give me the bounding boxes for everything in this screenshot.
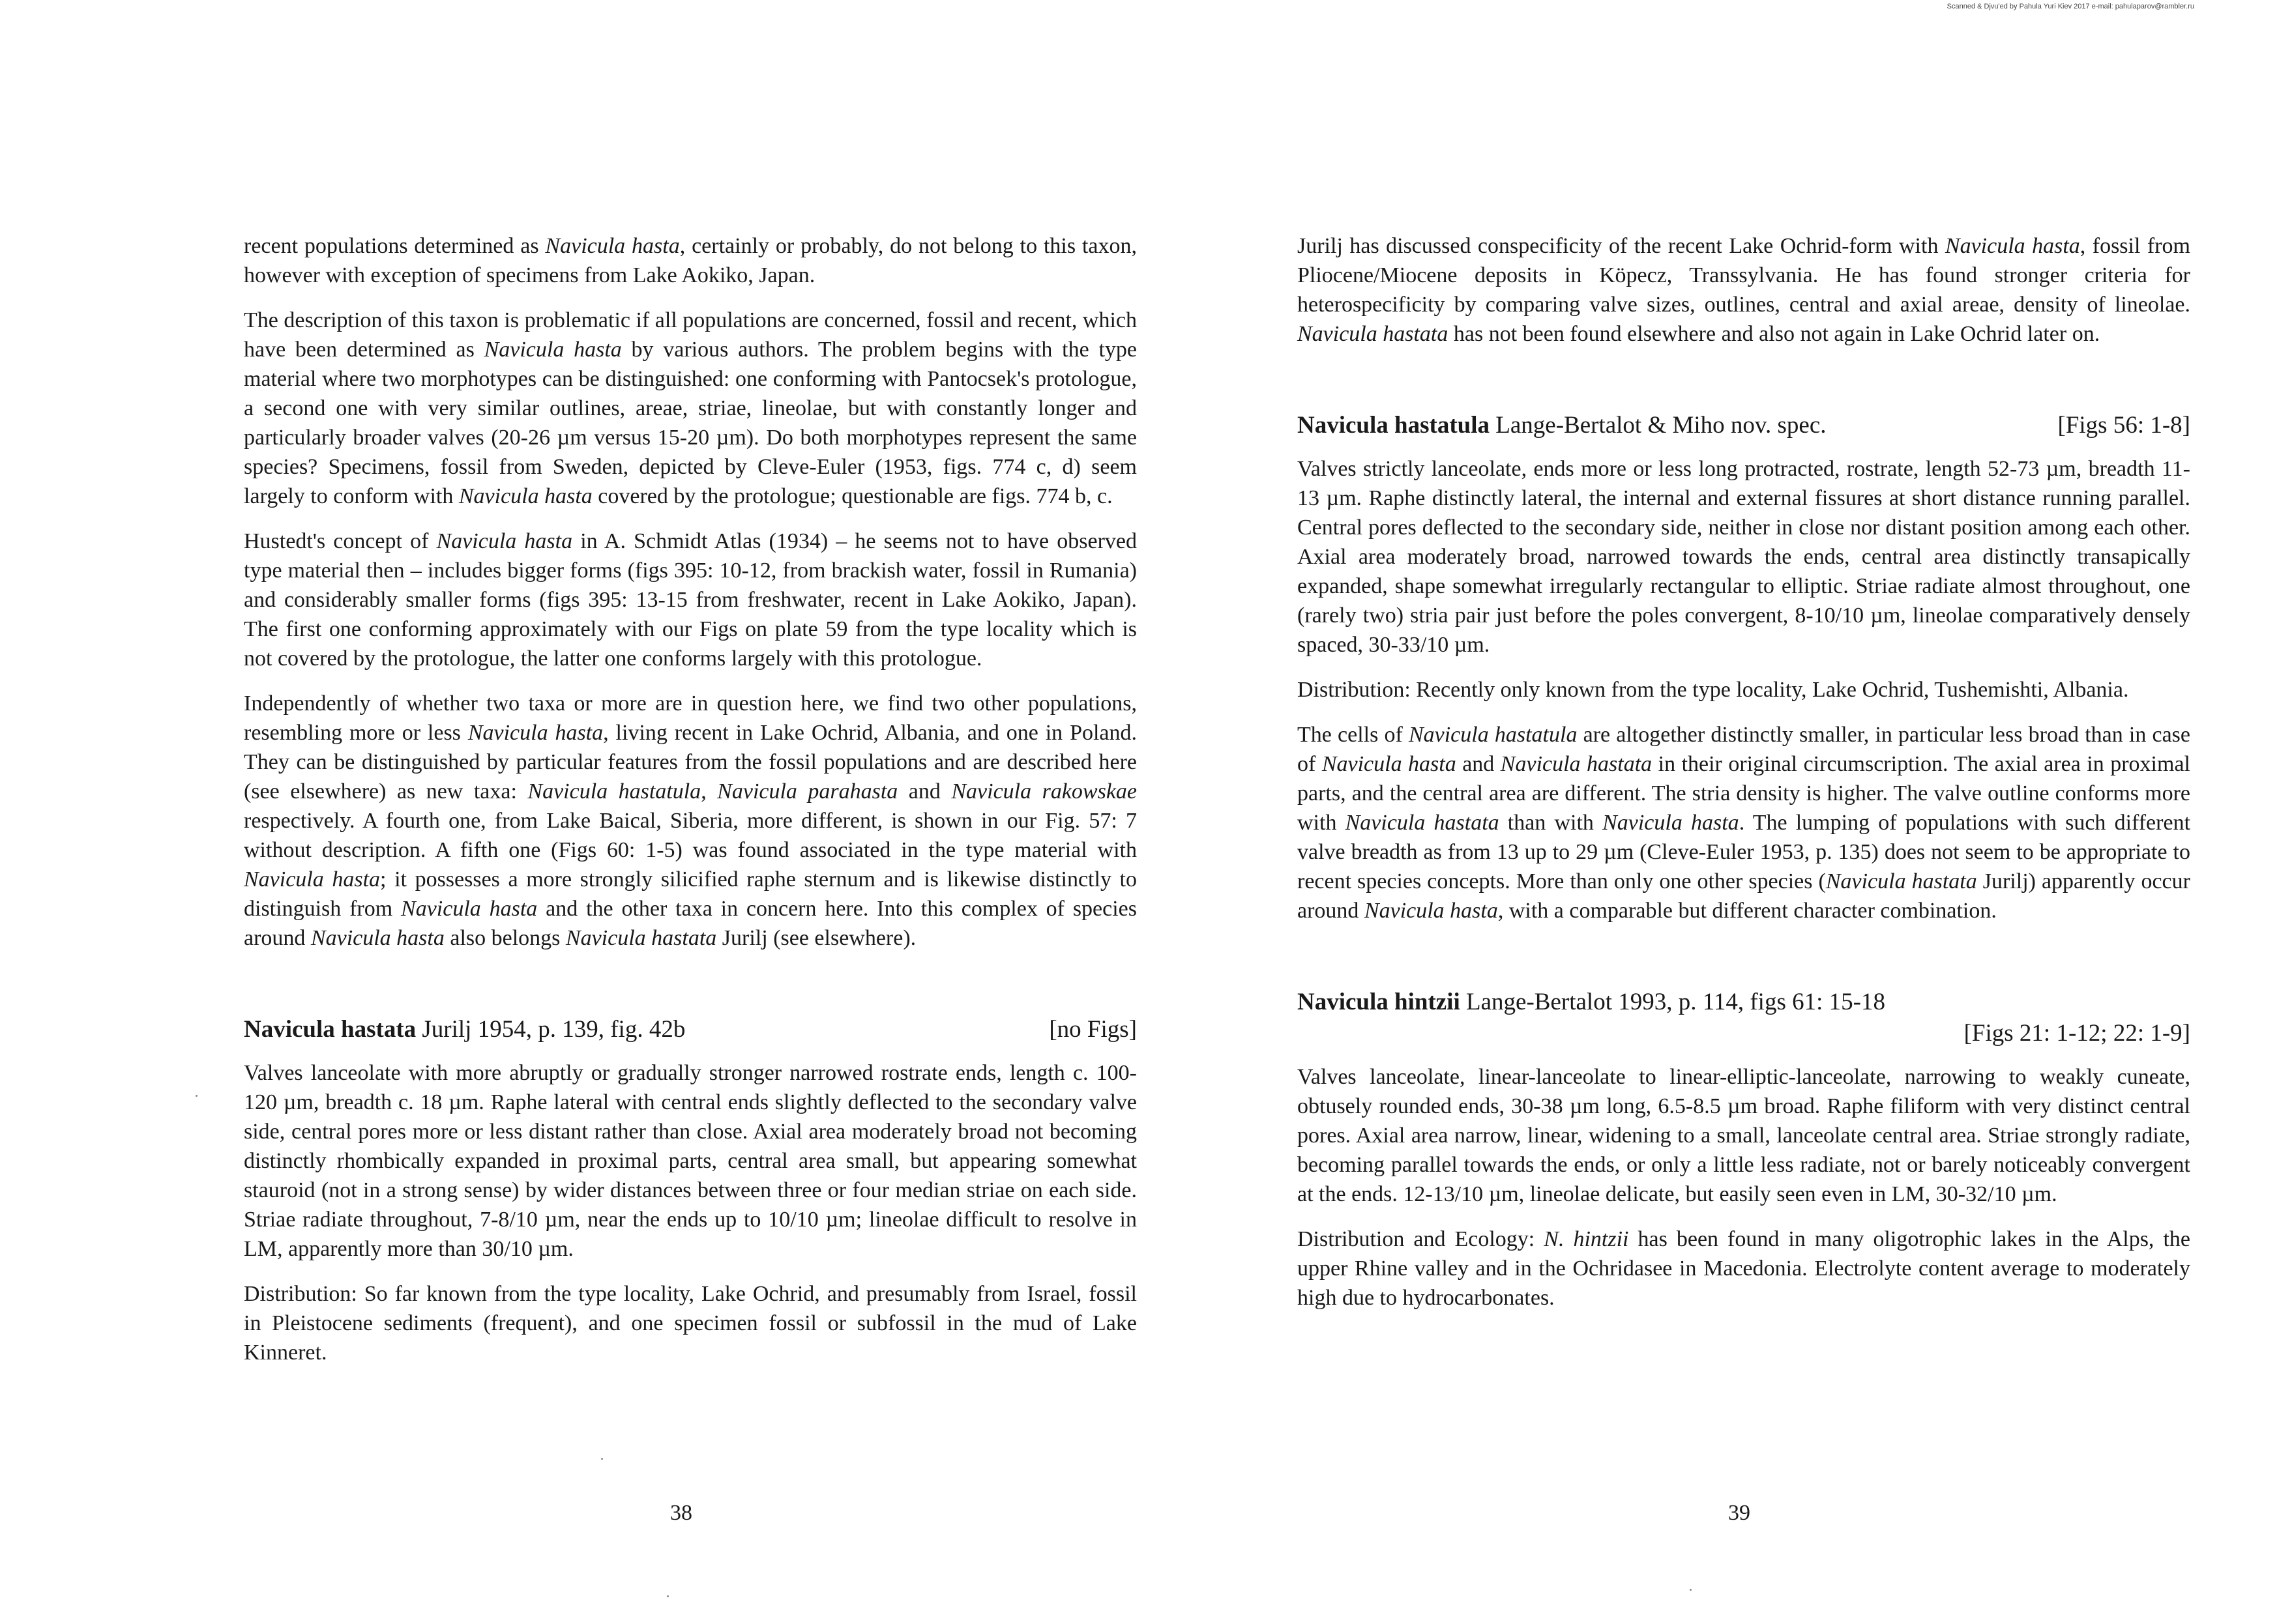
taxon-name-italic: Navicula hasta [401,897,538,921]
page-number-left: 38 [670,1501,692,1525]
text-run: ; it possesses a more strongly silicified raphe sternum and is likewise distinctly to distinguish from [244,867,1137,921]
entry-heading-navicula-hintzii [1297,987,2190,1018]
figure-reference: [Figs 21: 1-12; 22: 1-9] [1963,1020,2190,1047]
page-number-right: 39 [1728,1501,1750,1525]
text-run: , certainly or probably, do not belong to this taxon, however with exception of specimens from Lake Aokiko, Japan. [244,234,1137,287]
taxon-name-italic: Navicula hasta [244,867,381,892]
text-run: has not been found elsewhere and also not again in Lake Ochrid later on. [1448,322,2100,346]
text-run: , fossil from Pliocene/Miocene deposits in Köpecz, Transsylvania. He has found stronger criteria for heterospecificity by comparing valve sizes, outlines, central and axial areae, density of lineolae. [1297,234,2190,317]
paragraph: Distribution: Recently only known from the type locality, Lake Ochrid, Tushemishti, Albania. [1297,678,2129,702]
taxon-name-italic: Navicula hastata [1297,322,1448,346]
taxon-name-italic: Navicula hasta [1945,234,2080,258]
scan-speck [196,1095,198,1097]
taxon-name-italic: Navicula hasta [1321,752,1456,776]
paragraph [244,231,1137,290]
right-page [1297,231,2190,1328]
paragraph [244,689,1137,953]
paragraph [1297,720,2190,925]
text-run: in A. Schmidt Atlas (1934) – he seems not to have observed type material then – includes bigger forms (figs 395: 10-12, from brackish water, fossil in Rumania) and considerably smaller forms (figs 395: 13-15 from freshwater, recent in Lake Aokiko, Japan). The first one conforming approximately with our Figs on plate 59 from the type locality which is not covered by the protologue, the latter one conforms largely with this protologue. [244,529,1138,671]
taxon-name-italic: Navicula hastatula [1408,723,1578,747]
text-run: Jurilj (see elsewhere). [716,926,917,950]
paragraph-lead: Distribution and Ecology: [1297,1227,1544,1251]
text-run: also belongs [444,926,566,950]
text-run: , [701,779,718,804]
taxon-name: Navicula hintzii [1297,989,1460,1015]
text-run: The cells of [1297,723,1409,747]
text-run: , living recent in Lake Ochrid, Albania, and one in Poland. They can be distinguished by particular features from the fossil populations and are described here (see elsewhere) as new taxa: [244,721,1138,804]
taxon-name: Navicula hastata [244,1016,417,1043]
text-run: in their original circumscription. The axial area in proximal parts, and the central area are different. The stria density is higher. The valve outline conforms more with [1297,752,2190,835]
text-run: and [898,779,952,804]
text-run: and the other taxa in concern here. Into this complex of species around [244,897,1138,950]
paragraph-body: has been found in many oligotrophic lakes in the Alps, the upper Rhine valley and in the Ochridasee in Macedonia. Electrolyte content average to moderately high due to hydrocarbonates. [1297,1227,2190,1310]
scan-speck [601,1458,603,1460]
scan-speck [1690,1589,1692,1591]
paragraph: Valves lanceolate with more abruptly or gradually stronger narrowed rostrate ends, length c. 100-120 µm, breadth c. 18 µm. Raphe lateral with central ends slightly deflected to the secondary valve side, central pores more or less distant rather than close. Axial area moderately broad not becoming distinctly rhombically expanded in proximal parts, central area small, but appearing somewhat stauroid (not in a strong sense) by wider distances between three or four median striae on each side. Striae radiate throughout, 7-8/10 µm, near the ends up to 10/10 µm; lineolae difficult to resolve in LM, apparently more than 30/10 µm. [244,1061,1137,1261]
taxon-name-italic: Navicula hasta [545,234,680,258]
text-run: recent populations determined as [244,234,546,258]
taxon-authority: Lange-Bertalot & Miho nov. spec. [1490,412,1827,439]
entry-heading-navicula-hastata [244,1014,1137,1045]
taxon-name-italic: Navicula hasta [458,484,593,508]
taxon-name-italic: Navicula rakowskae [951,779,1137,804]
taxon-authority: Lange-Bertalot 1993, p. 114, figs 61: 15-18 [1460,989,1885,1015]
taxon-authority: Jurilj 1954, p. 139, fig. 42b [416,1016,686,1043]
text-run: and [1456,752,1501,776]
text-run: Jurilj) apparently occur around [1297,869,2190,923]
text-run: , with a comparable but different character combination. [1497,899,1997,923]
text-run: . The lumping of populations with such different valve breadth as from 13 up to 29 µm (Cleve-Euler 1953, p. 135) does not seem to be appropriate to recent species concepts. More than only one other species ( [1297,811,2191,893]
scan-credit-note: Scanned & Djvu'ed by Pahula Yuri Kiev 2017 e-mail: pahulaparov@rambler.ru [1947,3,2194,10]
paragraph: Valves strictly lanceolate, ends more or less long protracted, rostrate, length 52-73 µm, breadth 11-13 µm. Raphe distinctly lateral, the internal and external fissures at short distance running parallel. Central pores deflected to the secondary side, neither in close nor distant position among each other. Axial area moderately broad, narrowed towards the ends, central area distinctly transapically expanded, shape somewhat irregularly rectangular to elliptic. Striae radiate almost throughout, one (rarely two) stria pair just before the poles convergent, 8-10/10 µm, lineolae comparatively densely spaced, 30-33/10 µm. [1297,457,2190,657]
paragraph [1297,231,2190,349]
text-run: Jurilj has discussed conspecificity of the recent Lake Ochrid-form with [1297,234,1945,258]
text-run: The description of this taxon is problematic if all populations are concerned, fossil and recent, which have been determined as [244,308,1137,362]
text-run: covered by the protologue; questionable are figs. 774 b, c. [592,484,1113,508]
paragraph [1297,1225,2190,1312]
paragraph [244,527,1137,673]
text-run: respectively. A fourth one, from Lake Baical, Siberia, more different, is shown in our Fig. 57: 7 without description. A fifth one (Figs 60: 1-5) was found associated in the type material with [244,809,1137,862]
taxon-abbrev: N. hintzii [1544,1227,1629,1251]
paragraph [244,306,1137,511]
left-page [244,231,1137,1383]
taxon-name-italic: Navicula hasta [1602,811,1739,835]
scan-speck [667,1595,669,1597]
text-run: are altogether distinctly smaller, in particular less broad than in case of [1297,723,2190,776]
taxon-name-italic: Navicula hasta [310,926,445,950]
taxon-name-italic: Navicula hastata [1825,869,1977,893]
taxon-name-italic: Navicula hasta [1364,899,1498,923]
text-run: than with [1499,811,1603,835]
taxon-name-italic: Navicula hastata [1345,811,1499,835]
text-run: by various authors. The problem begins with the type material where two morphotypes can be distinguished: one conforming with Pantocsek's protologue, a second one with very similar outlines, areae, striae, lineolae, but with constantly longer and particularly broader valves (20-26 µm versus 15-20 µm). Do both morphotypes represent the same species? Specimens, fossil from Sweden, depicted by Cleve-Euler (1953, figs. 774 c, d) seem largely to conform with [244,338,1137,508]
taxon-name-italic: Navicula parahasta [717,779,898,804]
taxon-name-italic: Navicula hastata [565,926,717,950]
taxon-name-italic: Navicula hastata [1500,752,1653,776]
taxon-name-italic: Navicula hasta [436,529,573,553]
paragraph: Distribution: So far known from the type locality, Lake Ochrid, and presumably from Israel, fossil in Pleistocene sediments (frequent), and one specimen fossil or subfossil in the mud of Lake Kinneret. [244,1282,1137,1365]
taxon-name-italic: Navicula hasta [467,721,604,745]
figure-reference: [Figs 56: 1-8] [2057,412,2190,439]
taxon-name: Navicula hastatula [1297,412,1490,439]
figure-reference: [no Figs] [1049,1016,1137,1043]
entry-heading-navicula-hastatula [1297,410,2190,441]
paragraph: Valves lanceolate, linear-lanceolate to linear-elliptic-lanceolate, narrowing to weakly cuneate, obtusely rounded ends, 30-38 µm long, 6.5-8.5 µm broad. Raphe filiform with very distinct central pores. Axial area narrow, linear, widening to a small, lanceolate central area. Striae strongly radiate, becoming parallel towards the ends, or only a little less radiate, not or barely noticeably convergent at the ends. 12-13/10 µm, lineolae delicate, but easily seen even in LM, 30-32/10 µm. [1297,1065,2190,1206]
taxon-name-italic: Navicula hasta [484,338,622,362]
taxon-name-italic: Navicula hastatula [527,779,701,804]
text-run: Hustedt's concept of [244,529,437,553]
text-run: Independently of whether two taxa or more are in question here, we find two other populations, resembling more or less [244,691,1137,745]
